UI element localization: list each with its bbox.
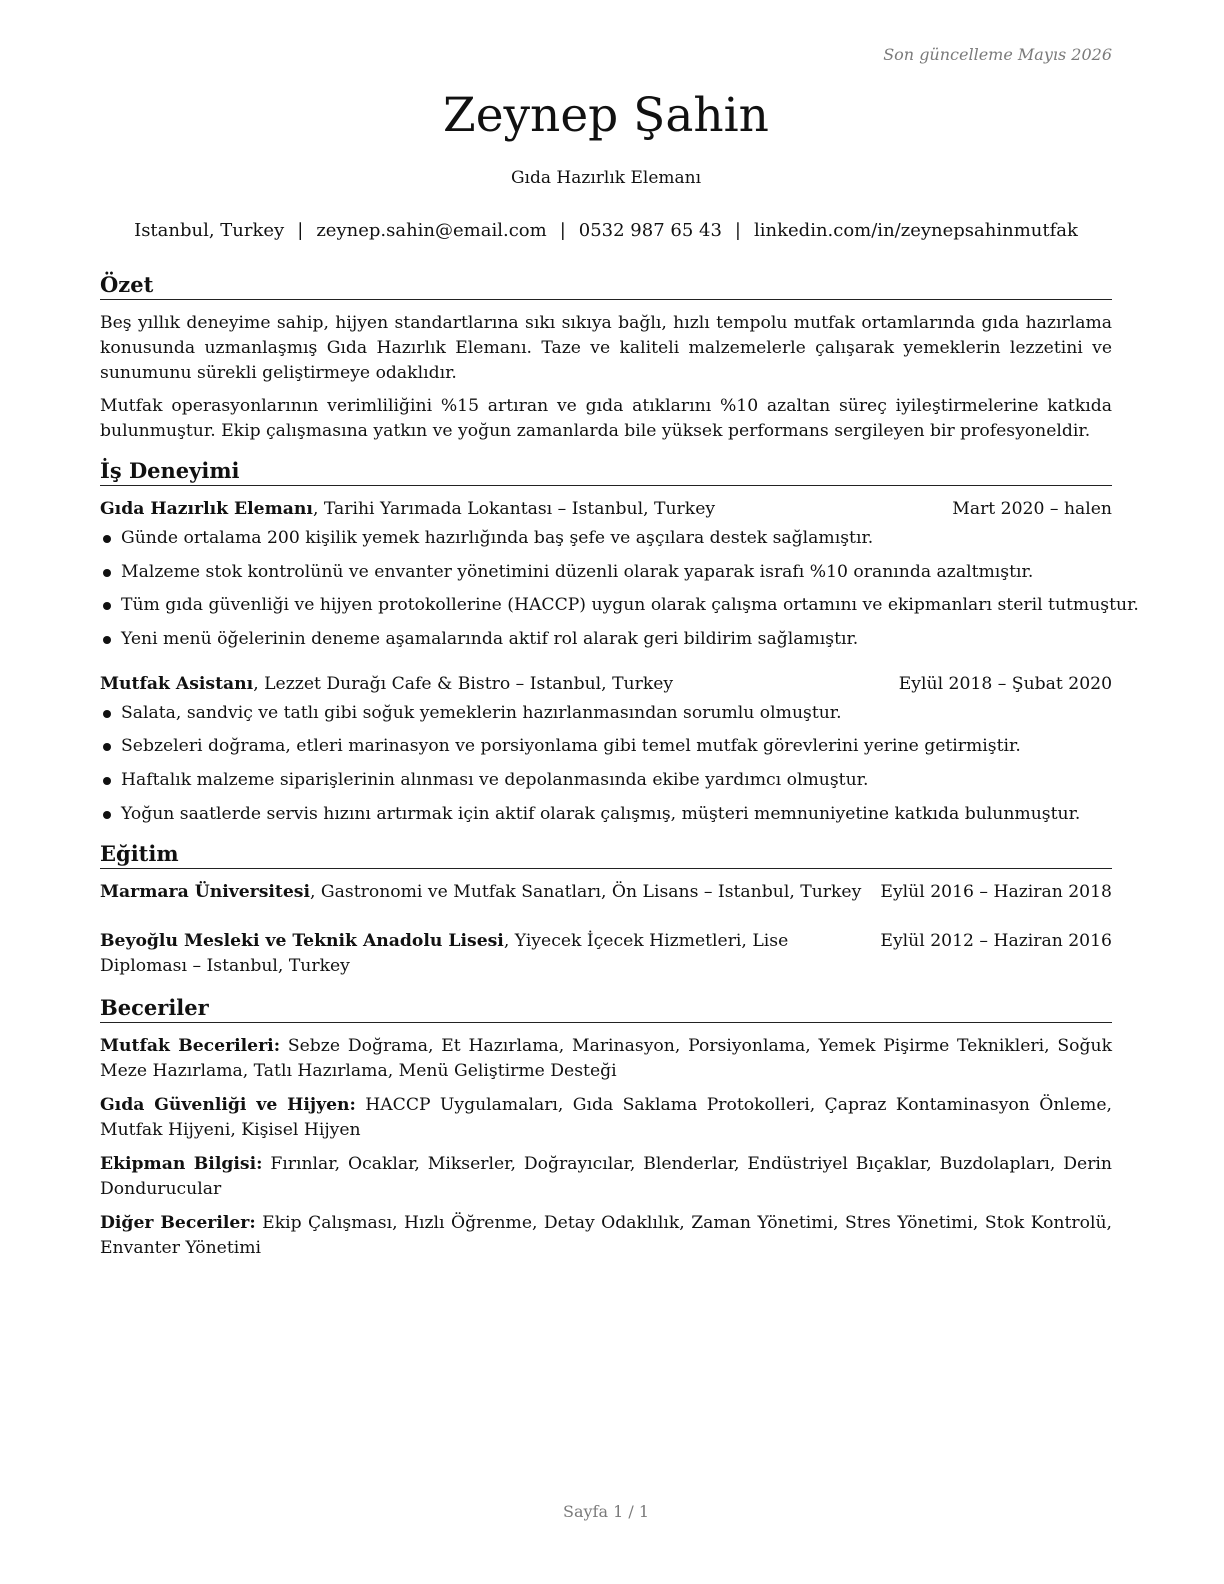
bullet-icon (103, 602, 111, 610)
skills-heading: Beceriler (100, 995, 1112, 1023)
job-bullet (100, 526, 1112, 551)
job-bullet-text: Yoğun saatlerde servis hızını artırmak için aktif olarak çalışmış, müşteri memnuniyetine katkıda bulunmuştur. (121, 803, 1081, 824)
skill-value: Ekip Çalışması, Hızlı Öğrenme, Detay Odaklılık, Zaman Yönetimi, Stres Yönetimi, Stok Kontrolü, Envanter Yönetimi (100, 1212, 1112, 1258)
job-bullets (100, 701, 1112, 827)
summary-section (100, 272, 1112, 444)
skill-value: Fırınlar, Ocaklar, Mikserler, Doğrayıcılar, Blenderlar, Endüstriyel Bıçaklar, Buzdolapları, Derin Dondurucular (100, 1153, 1112, 1199)
education-detail: , Yiyecek İçecek Hizmetleri, Lise Diploması – Istanbul, Turkey (100, 930, 789, 976)
job-bullet-text: Malzeme stok kontrolünü ve envanter yönetimini düzenli olarak yaparak israfı %10 oranında azaltmıştır. (121, 561, 1034, 582)
job-bullet (100, 802, 1112, 827)
bullet-icon (103, 811, 111, 819)
contact-separator: | (559, 220, 566, 241)
job-bullet (100, 701, 1112, 726)
job-bullet (100, 593, 1139, 618)
education-dates: Eylül 2016 – Haziran 2018 (880, 881, 1112, 902)
education-entry (100, 880, 1112, 905)
page-number: Sayfa 1 / 1 (562, 1502, 649, 1521)
job-company: , Lezzet Durağı Cafe & Bistro – Istanbul, Turkey (253, 673, 674, 694)
job-role-company (100, 497, 715, 522)
job-bullet-text: Günde ortalama 200 kişilik yemek hazırlığında baş şefe ve aşçılara destek sağlamıştır. (121, 528, 874, 548)
bullet-icon (103, 710, 111, 718)
bullet-icon (103, 636, 111, 644)
job-bullet (100, 734, 1112, 759)
education-dates: Eylül 2012 – Haziran 2016 (880, 930, 1112, 951)
contact-separator: | (734, 220, 741, 241)
skill-row (100, 1211, 1112, 1261)
job-bullet-text: Yeni menü öğelerinin deneme aşamalarında aktif rol alarak geri bildirim sağlamıştır. (121, 628, 859, 649)
job-bullet (100, 560, 1112, 585)
last-updated-note: Son güncelleme Mayıs 2026 (883, 45, 1112, 64)
candidate-title: Gıda Hazırlık Elemanı (510, 168, 702, 188)
summary-paragraph: Mutfak operasyonlarının verimliliğini %15 artıran ve gıda atıklarını %10 azaltan süreç iyileştirmelerine katkıda bulunmuştur. Ekip çalışmasına yatkın ve yoğun zamanlarda bile yüksek performans sergileyen bir profesyoneldir. (100, 396, 1112, 441)
bullet-icon (103, 535, 111, 543)
bullet-icon (103, 777, 111, 785)
job-header (100, 497, 1112, 522)
job-dates: Eylül 2018 – Şubat 2020 (898, 673, 1112, 694)
experience-section (100, 458, 1139, 827)
education-school: Beyoğlu Mesleki ve Teknik Anadolu Lisesi (100, 930, 504, 951)
experience-heading: İş Deneyimi (100, 458, 1112, 486)
job-bullets (100, 526, 1139, 652)
job-bullet (100, 627, 1112, 652)
job-bullet-text: Sebzeleri doğrama, etleri marinasyon ve porsiyonlama gibi temel mutfak görevlerini yerine getirmiştir. (121, 736, 1021, 757)
skill-row (100, 1034, 1112, 1084)
resume-page (100, 0, 1139, 1584)
contact-linkedin[interactable]: linkedin.com/in/zeynepsahinmutfak (754, 220, 1078, 241)
summary-paragraph: Beş yıllık deneyime sahip, hijyen standartlarına sıkı sıkıya bağlı, hızlı tempolu mutfak ortamlarında gıda hazırlama konusunda uzmanlaşmış Gıda Hazırlık Elemanı. Taze ve kaliteli malzemelerle çalışarak yemeklerin lezzetini ve sunumunu sürekli geliştirmeye odaklıdır. (100, 313, 1112, 383)
skill-row (100, 1093, 1112, 1143)
skill-label: Diğer Beceriler: (100, 1212, 256, 1233)
bullet-icon (103, 743, 111, 751)
job-bullet (100, 768, 1112, 793)
skill-label: Gıda Güvenliği ve Hijyen: (100, 1094, 356, 1115)
job-company: , Tarihi Yarımada Lokantası – Istanbul, Turkey (312, 499, 716, 519)
contact-line (90, 220, 1122, 241)
bullet-icon (103, 569, 111, 577)
summary-heading: Özet (100, 272, 1112, 300)
job-role-company (100, 672, 673, 697)
skill-row (100, 1152, 1112, 1202)
job-entry (100, 497, 1139, 652)
job-dates: Mart 2020 – halen (952, 499, 1112, 519)
job-bullet-text: Haftalık malzeme siparişlerinin alınması ve depolanmasında ekibe yardımcı olmuştur. (121, 769, 869, 790)
resume-content (100, 272, 1139, 1275)
job-bullet-text: Tüm gıda güvenliği ve hijyen protokollerine (HACCP) uygun olarak çalışma ortamını ve ekipmanları steril tutmuştur. (121, 595, 1139, 616)
skill-value: Sebze Doğrama, Et Hazırlama, Marinasyon, Porsiyonlama, Yemek Pişirme Teknikleri, Soğuk Meze Hazırlama, Tatlı Hazırlama, Menü Geliştirme Desteği (100, 1035, 1112, 1081)
education-heading: Eğitim (100, 841, 1112, 869)
education-main (100, 929, 874, 979)
contact-location: Istanbul, Turkey (134, 220, 285, 241)
job-role: Mutfak Asistanı (100, 673, 254, 694)
education-school: Marmara Üniversitesi (100, 881, 310, 902)
job-entry (100, 672, 1112, 827)
candidate-name: Zeynep Şahin (443, 88, 769, 143)
education-section (100, 841, 1112, 979)
education-detail: , Gastronomi ve Mutfak Sanatları, Ön Lisans – Istanbul, Turkey (310, 881, 862, 902)
contact-separator: | (297, 220, 304, 241)
skills-section (100, 995, 1112, 1261)
job-bullet-text: Salata, sandviç ve tatlı gibi soğuk yemeklerin hazırlanmasından sorumlu olmuştur. (121, 702, 842, 723)
job-header (100, 672, 1112, 697)
skill-label: Ekipman Bilgisi: (100, 1153, 263, 1174)
contact-email[interactable]: zeynep.sahin@email.com (316, 220, 547, 241)
skill-value: HACCP Uygulamaları, Gıda Saklama Protokolleri, Çapraz Kontaminasyon Önleme, Mutfak Hijyeni, Kişisel Hijyen (100, 1094, 1112, 1140)
education-main (100, 880, 874, 905)
education-entry (100, 929, 1112, 979)
job-role: Gıda Hazırlık Elemanı (100, 499, 313, 519)
contact-phone[interactable]: 0532 987 65 43 (578, 220, 722, 241)
skill-label: Mutfak Becerileri: (100, 1035, 281, 1056)
